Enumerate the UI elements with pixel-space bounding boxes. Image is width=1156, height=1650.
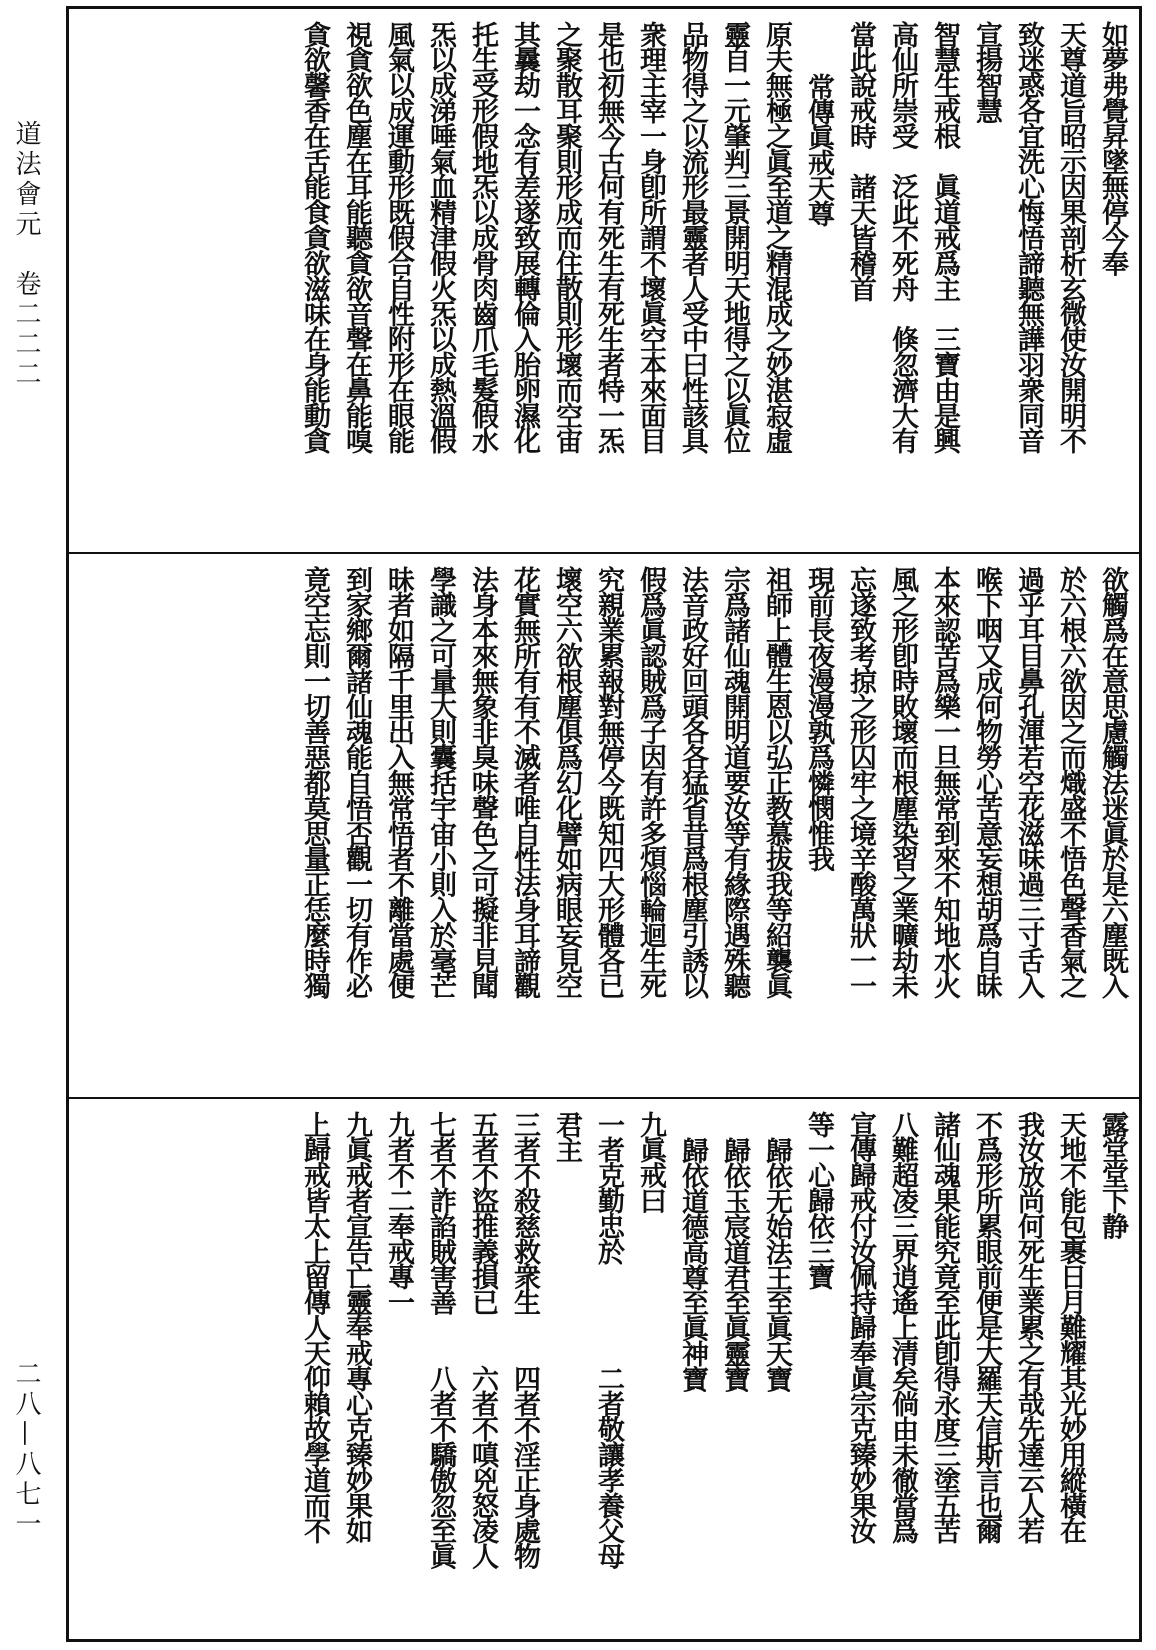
text-column: 常傳眞戒天尊: [803, 73, 834, 226]
text-column: 諸仙魂果能究竟至此卽得永度三塗五苦: [929, 1111, 960, 1543]
text-column: 風氣以成運動形既假合自性附形在眼能: [383, 21, 414, 453]
text-columns: [293, 566, 1133, 1086]
text-column: 歸依玉宸道君至眞靈寶: [719, 1137, 750, 1392]
text-column: 如夢弗覺昇墜無停今奉: [1097, 21, 1128, 276]
text-column: 學識之可量大則囊括宇宙小則入於毫芒: [425, 566, 456, 998]
text-column: 歸依道德高尊至眞神寶: [677, 1137, 708, 1392]
text-column: 托生受形假地炁以成骨肉齒爪毛髮假水: [467, 21, 498, 453]
text-column: 假爲眞認賊爲子因有許多煩惱輪迴生死: [635, 566, 666, 998]
text-column: 昧者如隔千里出入無常悟者不離當處便: [383, 566, 414, 998]
text-columns: [293, 1111, 1133, 1631]
text-column: 花實無所有有不滅者唯自性法身耳諦觀: [509, 566, 540, 998]
text-column: 到家鄉爾諸仙魂能自悟否觀一切有作必: [341, 566, 372, 998]
text-column: 天尊道旨昭示因果剖析玄微使汝開明不: [1055, 21, 1086, 453]
text-column: 忘遂致考掠之形囚牢之境辛酸萬狀一一: [845, 566, 876, 998]
text-column: 原夫無極之眞至道之精混成之妙湛寂虛: [761, 21, 792, 453]
text-column: 本來認苦爲樂一旦無常到來不知地水火: [929, 566, 960, 998]
text-column: 天地不能包裹日月難耀其光妙用縱橫在: [1055, 1111, 1086, 1543]
text-column: 五者不盜推義損已 六者不嗔兇怒凌人: [467, 1111, 498, 1569]
text-column: 法音政好回頭各各猛省昔爲根塵引誘以: [677, 566, 708, 998]
text-register-middle: [69, 554, 1139, 1099]
text-column: 欲觸爲在意思慮觸法迷眞於是六塵既入: [1097, 566, 1128, 998]
text-column: 其曩劫一念有差遂致展轉倫入胎卵濕化: [509, 21, 540, 453]
text-column: 過乎耳目鼻孔渾若空花滋味過三寸舌入: [1013, 566, 1044, 998]
page-frame: [66, 6, 1142, 1642]
text-column: 露堂堂下静: [1097, 1111, 1128, 1239]
text-column: 九者不二奉戒專一: [383, 1111, 414, 1315]
text-column: 等一心歸依三寶: [803, 1111, 834, 1289]
text-column: 宗爲諸仙魂開明道要汝等有緣際遇殊聽: [719, 566, 750, 998]
text-column: 靈自一元肇判三景開明天地得之以眞位: [719, 21, 750, 453]
text-column: 九眞戒者宣告亡靈奉戒專心克臻妙果如: [341, 1111, 372, 1543]
text-column: 風之形卽時敗壞而根塵染習之業曠劫未: [887, 566, 918, 998]
text-column: 現前長夜漫漫孰爲憐憫惟我: [803, 566, 834, 871]
text-column: 我汝放尚何死生業累之有哉先達云人若: [1013, 1111, 1044, 1543]
text-column: 高仙所崇受 泛此不死舟 倏忽濟大有: [887, 21, 918, 453]
text-column: 竟空忘則一切善惡都莫思量正恁麼時獨: [299, 566, 330, 998]
text-column: 八難超凌三界逍遙上清矣倘由未徹當爲: [887, 1111, 918, 1543]
text-column: 炁以成涕唾氣血精津假火炁以成熱溫假: [425, 21, 456, 453]
text-column: 一者克勤忠於 二者敬讓孝養父母: [593, 1111, 624, 1569]
text-column: 君主: [551, 1111, 582, 1162]
text-column: 三者不殺慈救衆生 四者不淫正身處物: [509, 1111, 540, 1569]
text-column: 致迷惑各宜洗心悔悟諦聽無譁羽衆同音: [1013, 21, 1044, 453]
text-column: 貪欲馨香在舌能食貪欲滋味在身能動貪: [299, 21, 330, 453]
text-column: 上歸戒皆太上留傳人天仰賴故學道而不: [299, 1111, 330, 1543]
text-column: 之聚散耳聚則形成而住散則形壞而空宙: [551, 21, 582, 453]
text-column: 宣傳歸戒付汝佩持歸奉眞宗克臻妙果汝: [845, 1111, 876, 1543]
text-register-bottom: [69, 1099, 1139, 1642]
text-column: 於六根六欲因之而熾盛不悟色聲香氣之: [1055, 566, 1086, 998]
text-column: 視貪欲色塵在耳能聽貪欲音聲在鼻能嗅: [341, 21, 372, 453]
text-register-top: [69, 9, 1139, 554]
book-title: 道法會元 卷二二二: [11, 120, 41, 390]
text-column: 法身本來無象非臭味聲色之可擬非見聞: [467, 566, 498, 998]
text-column: 智慧生戒根 眞道戒爲主 三寶由是興: [929, 21, 960, 453]
text-column: 是也初無今古何有死生有死生者特一炁: [593, 21, 624, 453]
text-column: 衆理主宰一身卽所謂不壞眞空本來面目: [635, 21, 666, 453]
text-column: 壞空六欲根塵俱爲幻化譬如病眼妄見空: [551, 566, 582, 998]
text-column: 喉下咽又成何物勞心苦意妄想胡爲自昧: [971, 566, 1002, 998]
page-number: 二八—八七一: [11, 1360, 41, 1540]
text-column: 究親業累報對無停今既知四大形體各已: [593, 566, 624, 998]
text-column: 歸依无始法王至眞天寶: [761, 1137, 792, 1392]
text-column: 不爲形所累眼前便是大羅天信斯言也爾: [971, 1111, 1002, 1543]
text-column: 當此說戒時 諸天皆稽首: [845, 21, 876, 301]
text-column: 九眞戒曰: [635, 1111, 666, 1213]
text-columns: [293, 21, 1133, 541]
text-column: 祖師上體生恩以弘正教慕拔我等紹襲眞: [761, 566, 792, 998]
text-column: 品物得之以流形最靈者人受中曰性該具: [677, 21, 708, 453]
text-column: 七者不詐諂賊害善 八者不驕傲忽至眞: [425, 1111, 456, 1569]
text-column: 宣揚智慧: [971, 21, 1002, 123]
